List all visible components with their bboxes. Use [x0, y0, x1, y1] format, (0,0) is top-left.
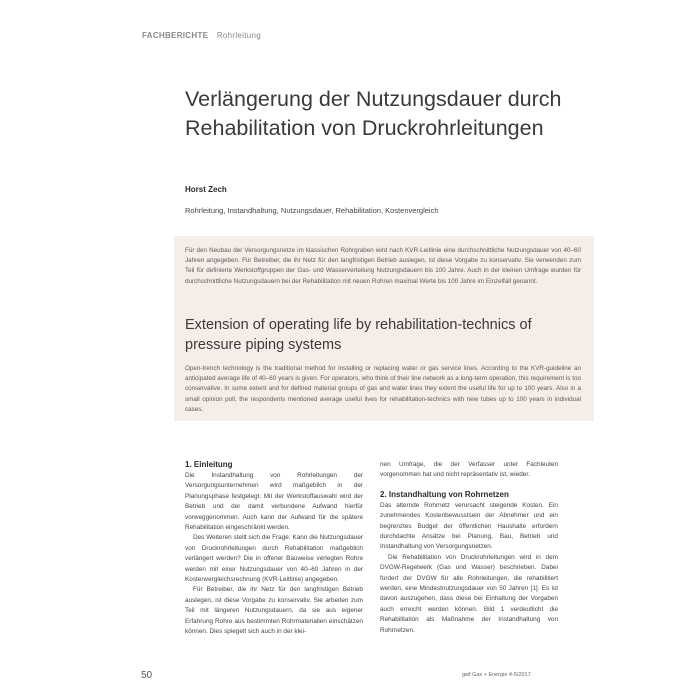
journal-issue: gwf Gas + Energie 4-5/2017: [462, 672, 531, 678]
keywords: Rohrleitung, Instandhaltung, Nutzungsdauer, Rehabilitation, Kostenvergleich: [185, 206, 439, 215]
abstract-box: [174, 236, 594, 421]
header-section: FACHBERICHTE: [142, 31, 209, 40]
header-topic: Rohrleitung: [216, 31, 262, 40]
section2-paragraph: Die Rehabilitation von Druckrohrleitungen wird in dem DVGW-Regelwerk (Gas und Wasser) beschrieben. Dabei fordert der DVGW für alle Rohrleitungen, die rehabilitiert werden, eine Mindestnutzungsdauer von 50 Jahren [1]. Es ist davon auszugehen, dass diese bei Einhaltung der Vorgaben auch erreicht werden können. Bild 1 verdeutlicht die Rehabilitation als Maßnahme der Instandhaltung von Rohrnetzen.: [380, 553, 558, 634]
section1-paragraph: Für Betreiber, die ihr Netz für den langfristigen Betrieb auslegen, ist diese Vorgabe zu konservativ. Sie arbeiten zum Teil mit längeren Nutzungsdauern, da sie aus eigener Erfahrung Rohre aus bestimmten Rohrmaterialien einschätzen können. Dies spiegelt sich auch in der klei-: [185, 586, 363, 636]
section1-heading: 1. Einleitung: [185, 460, 233, 469]
section1-paragraph: Die Instandhaltung von Rohrleitungen der Versorgungsunternehmen wird maßgeblich in der Planungsphase festgelegt. Mit der Werkstoffauswahl wird der Betrieb und der damit verbundene Aufwand hierfür vorweggenommen. Auch kann der Aufwand für die spätere Rehabilitation eingeschränkt werden.: [185, 472, 363, 532]
section2-paragraph: Das alternde Rohrnetz verursacht steigende Kosten. Ein zunehmendes Kostenbewusstsein der Abnehmer und ein begrenztes Budget der öffentlichen Haushalte erfordern durchdachte Ansätze bei Planung, Bau, Betrieb und Instandhaltung von Versorgungsnetzen.: [380, 501, 558, 551]
abstract-german: Für den Neubau der Versorgungsnetze im klassischen Rohrgraben wird nach KVR-Leitlinie eine durchschnittliche Nutzungsdauer von 40–60 Jahren angegeben. Für Betreiber, die ihr Netz für den langfristigen Betrieb auslegen, ist diese Vorgabe zu konservativ. Sie verwenden zum Teil für definierte Werkstoffgruppen der Gas- und Wasserverteilung Nutzungsdauern bis 100 Jahre. Auch in der kleinen Umfrage wurden für durchschnittliche Nutzungsdauern bei der Rehabilitation mit neuen Rohren maximal Werte bis 100 Jahre im Einzelfall genannt.: [185, 247, 581, 285]
page-number: 50: [141, 670, 153, 681]
body-column-right: [380, 460, 558, 636]
running-header: [142, 31, 261, 40]
section2-heading: 2. Instandhaltung von Rohrnetzen: [380, 489, 509, 499]
english-title: Extension of operating life by rehabilitation-technics of pressure piping systems: [185, 317, 532, 353]
body-column-left: [185, 460, 363, 638]
section1-paragraph-continued: nen Umfrage, die der Verfasser unter Fachleuten vorgenommen hat und nicht repräsentativ ist, wieder.: [380, 461, 558, 479]
author: Horst Zech: [185, 185, 227, 194]
abstract-english: Open-trench technology is the traditional method for installing or replacing water or gas service lines. According to the KVR-guideline an anticipated average life of 40–60 years is given. For operators, who think of their line network as a long-term operation, this requirement is too conservative. In some extent and for defined material groups of gas and water lines they extent the useful life for up to 100 years. Also in a small opinion poll, the respondents mentioned average useful lives for rehabilitation-technics with new tubes up to 100 years in individual cases.: [185, 365, 581, 413]
section1-paragraph: Des Weiteren stellt sich die Frage: Kann die Nutzungsdauer von Druckrohrleitungen durch Rehabilitation maßgeblich verlängert werden? Die in offener Bauweise verlegten Rohre werden mit einer Nutzungsdauer von 40–60 Jahren in der Kostenvergleichsrechnung (KVR-Leitlinie) angegeben.: [185, 534, 363, 584]
spacer: [380, 481, 558, 490]
article-title: Verlängerung der Nutzungsdauer durch Rehabilitation von Druckrohrleitungen: [185, 87, 562, 140]
